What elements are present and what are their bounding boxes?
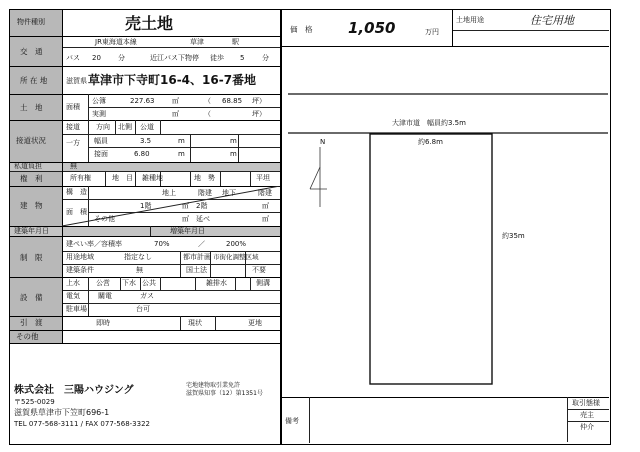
transaction-broker: 仲介 [580, 423, 594, 431]
road-direction: 北側 [118, 123, 132, 131]
other-floor-label: その他 [94, 215, 115, 223]
water-value: 公営 [96, 279, 110, 287]
road-frontage-unit: m [178, 150, 185, 158]
walk-minutes: 5 [240, 54, 245, 62]
floor1-label: 1階 [140, 202, 152, 210]
road-width-label: 幅員 [94, 137, 108, 145]
bus-minutes: 20 [92, 54, 101, 62]
drain-value: 側溝 [256, 279, 270, 287]
price-label: 価 格 [290, 25, 313, 34]
location-label: 所 在 地 [20, 76, 48, 85]
station-suffix: 駅 [232, 38, 239, 46]
parking-value: 台可 [136, 305, 150, 313]
actual-area-unit: ㎡ [172, 110, 179, 118]
price-value: 1,050 [348, 19, 396, 37]
structure-label: 構 造 [66, 188, 87, 196]
registered-area-unit: ㎡ [172, 97, 179, 105]
city-plan-label: 都市計画 [183, 253, 211, 261]
floors-below-label: 地下 [222, 189, 236, 197]
registered-tsubo: 68.85 [222, 97, 243, 105]
restrictions-label: 制 限 [20, 253, 43, 262]
registered-area: 227.63 [130, 97, 155, 105]
license-title: 宅地建物取引業免許 [186, 382, 241, 389]
road-width-unit-2: m [230, 137, 237, 145]
drain-label: 雑排水 [206, 279, 227, 287]
coverage-ratio: 70% [154, 240, 170, 248]
walk-label: 徒歩 [210, 54, 224, 62]
company-contact: TEL 077-568-3111 / FAX 077-568-3322 [14, 420, 151, 428]
building-label: 建 物 [20, 201, 43, 210]
property-title: 売土地 [125, 14, 174, 33]
road-frontage-label: 接面 [94, 150, 108, 158]
land-area-label: 面積 [66, 103, 80, 111]
land-category-label: 地 目 [112, 174, 133, 182]
water-label: 上水 [66, 279, 80, 287]
terrain: 平坦 [256, 174, 270, 182]
bus-minutes-unit: 分 [118, 54, 125, 62]
bus-stop: 近江バス下物停 [150, 54, 199, 62]
company-postal: 〒525-0029 [14, 398, 55, 406]
zone-label: 用途地域 [66, 253, 94, 261]
floors-above-label: 地上 [162, 189, 176, 197]
city-plan-value: 市街化調整区域 [213, 253, 259, 261]
floor1-unit: ㎡ [182, 202, 189, 210]
road-access-label: 接道 [66, 123, 80, 131]
total-area-unit: ㎡ [262, 215, 269, 223]
other-floor-unit: ㎡ [182, 215, 189, 223]
land-use-value: 住宅用地 [530, 14, 574, 27]
road-frontage-unit-2: m [230, 150, 237, 158]
rail-line: JR東海道本線 [95, 38, 137, 46]
terrain-label: 地 勢 [194, 174, 215, 182]
registered-tsubo-unit: 坪） [252, 97, 266, 105]
address: 草津市下寺町16-4、16-7番地 [88, 73, 257, 87]
bus-label: バス [66, 54, 80, 62]
property-type-label: 物件種別 [17, 18, 45, 26]
road-frontage: 6.80 [134, 150, 150, 158]
burden-value: 無 [70, 162, 77, 170]
build-conditions-label: 建築条件 [66, 266, 94, 274]
coverage-label: 建ぺい率／容積率 [66, 240, 122, 248]
land-use-label: 土地用途 [456, 16, 484, 24]
delivery-label: 引 渡 [20, 318, 43, 327]
ownership: 所有権 [70, 174, 91, 182]
floors-below-unit: 階建 [258, 189, 272, 197]
price-unit: 万円 [425, 28, 439, 36]
license-number: 滋賀県知事（12）第1351号 [186, 390, 263, 397]
road-name-label: 大津市道 幅員約3.5m [392, 119, 466, 127]
depth-dimension: 約35m [502, 232, 525, 240]
company-address: 滋賀県草津市下笠町696-1 [14, 408, 110, 417]
electric-value: 關電 [98, 292, 112, 300]
current-status: 更地 [248, 319, 262, 327]
floor2-label: 2階 [196, 202, 208, 210]
other-label: その他 [16, 332, 39, 341]
actual-tsubo-unit: 坪） [252, 110, 266, 118]
notes-label: 備考 [285, 417, 299, 425]
sewer-label: 下水 [122, 279, 136, 287]
land-law-value: 不要 [252, 266, 266, 274]
walk-minutes-unit: 分 [262, 54, 269, 62]
coverage-separator: ／ [198, 240, 205, 248]
prefecture: 滋賀県 [66, 77, 87, 85]
building-area-label: 面 積 [66, 208, 87, 216]
actual-label: 実測 [92, 110, 106, 118]
actual-tsubo-paren: （ [204, 110, 211, 118]
total-area-label: 延べ [196, 215, 210, 223]
current-status-label: 現状 [188, 319, 202, 327]
land-law-label: 国土法 [186, 266, 207, 274]
floors-unit: 階建 [198, 189, 212, 197]
road-width-unit: m [178, 137, 185, 145]
company-name: 株式会社 三陽ハウジング [14, 385, 134, 396]
build-conditions-value: 無 [136, 266, 143, 274]
road-label: 接道状況 [16, 136, 46, 145]
gas-label: ガス [140, 292, 154, 300]
electric-label: 電気 [66, 292, 80, 300]
floor-area-ratio: 200% [226, 240, 247, 248]
road-type: 公道 [140, 123, 154, 131]
burden-label: 私道負担 [14, 162, 42, 170]
north-arrow-icon [318, 148, 322, 152]
rights-label: 権 利 [20, 174, 43, 183]
transport-label: 交 通 [20, 47, 43, 56]
transaction-title: 取引態様 [572, 399, 600, 407]
delivery-timing: 即時 [96, 319, 110, 327]
land-label: 土 地 [20, 103, 43, 112]
station-name: 草津 [190, 38, 204, 46]
built-date-label: 建築年月日 [14, 227, 49, 235]
sewer-value: 公共 [142, 279, 156, 287]
transaction-seller: 売主 [580, 411, 594, 419]
north-arrow-label: N [320, 138, 326, 146]
extension-date-label: 増築年月日 [170, 227, 205, 235]
frontage-dimension: 約6.8m [418, 138, 443, 146]
registered-tsubo-paren: （ [204, 97, 211, 105]
site-map [280, 47, 610, 397]
road-width: 3.5 [140, 137, 152, 145]
facilities-label: 設 備 [20, 293, 43, 302]
parking-label: 駐車場 [66, 305, 87, 313]
registered-label: 公簿 [92, 97, 106, 105]
floor2-unit: ㎡ [262, 202, 269, 210]
road-one-side: 一方 [66, 139, 80, 147]
land-category: 雑種地 [142, 174, 163, 182]
road-direction-label: 方向 [96, 123, 110, 131]
zone-value: 指定なし [124, 253, 152, 261]
